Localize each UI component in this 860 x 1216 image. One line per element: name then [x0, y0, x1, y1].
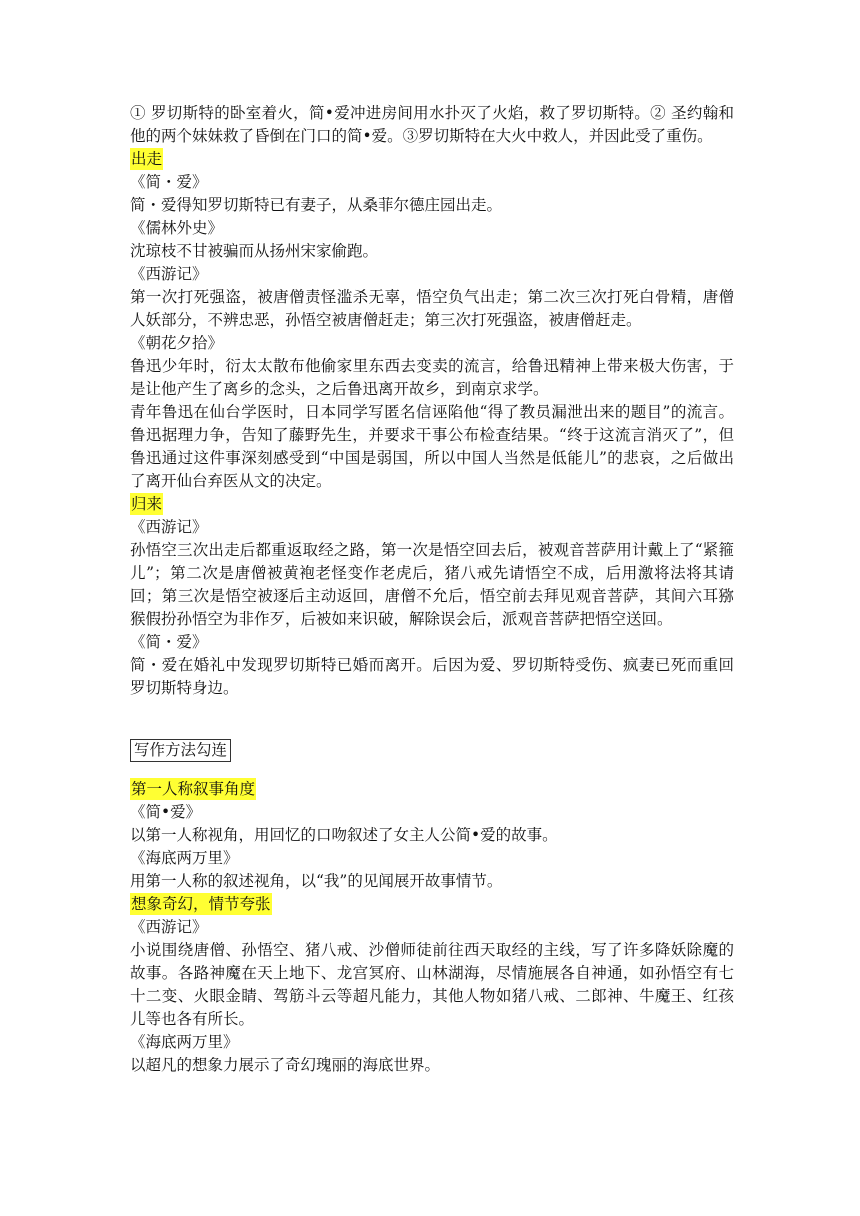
spacer	[130, 700, 734, 723]
section-heading-imagination: 想象奇幻，情节夸张	[131, 895, 271, 913]
spacer	[130, 762, 734, 778]
rescue-paragraph: ① 罗切斯特的卧室着火，简•爱冲进房间用水扑灭了火焰，救了罗切斯特。② 圣约翰和他的两个妹妹救了昏倒在门口的简•爱。③罗切斯特在大火中救人，并因此受了重伤。	[130, 104, 734, 145]
paragraph: 以超凡的想象力展示了奇幻瑰丽的海底世界。	[130, 1056, 441, 1074]
section-heading-return: 归来	[131, 495, 163, 513]
section-leave	[130, 148, 734, 493]
book-title: 《朝花夕拾》	[130, 334, 224, 352]
paragraph: 简・爱得知罗切斯特已有妻子，从桑菲尔德庄园出走。	[130, 196, 503, 214]
book-title: 《西游记》	[130, 265, 208, 283]
paragraph: 小说围绕唐僧、孙悟空、猪八戒、沙僧师徒前往西天取经的主线，写了许多降妖除魔的故事。各路神魔在天上地下、龙宫冥府、山林湖海，尽情施展各自神通，如孙悟空有七十二变、火眼金睛、驾筋斗云等超凡能力，其他人物如猪八戒、二郎神、牛魔王、红孩儿等也各有所长。	[130, 941, 734, 1028]
spacer	[130, 723, 734, 739]
book-title: 《海底两万里》	[130, 849, 239, 867]
document-page	[130, 102, 734, 1077]
paragraph: 沈琼枝不甘被骗而从扬州宋家偷跑。	[130, 242, 379, 260]
paragraph: 第一次打死强盗，被唐僧责怪滥杀无辜，悟空负气出走；第二次三次打死白骨精，唐僧人妖部分，不辨忠恶，孙悟空被唐僧赶走；第三次打死强盗，被唐僧赶走。	[130, 288, 734, 329]
section-writing-methods	[130, 739, 734, 1077]
paragraph: 以第一人称视角，用回忆的口吻叙述了女主人公简•爱的故事。	[130, 826, 558, 844]
paragraph: 用第一人称的叙述视角，以“我”的见闻展开故事情节。	[130, 872, 503, 890]
section-heading-leave: 出走	[131, 150, 163, 168]
book-title: 《海底两万里》	[130, 1033, 239, 1051]
book-title: 《儒林外史》	[130, 219, 224, 237]
section-heading-first-person: 第一人称叙事角度	[131, 780, 256, 798]
book-title: 《简・爱》	[130, 633, 208, 651]
boxed-section-title: 写作方法勾连	[130, 739, 231, 762]
paragraph: 简・爱在婚礼中发现罗切斯特已婚而离开。后因为爱、罗切斯特受伤、疯妻已死而重回罗切斯特身边。	[130, 656, 734, 697]
paragraph: 孙悟空三次出走后都重返取经之路，第一次是悟空回去后，被观音菩萨用计戴上了“紧箍儿”；第二次是唐僧被黄袍老怪变作老虎后，猪八戒先请悟空不成，后用激将法将其请回；第三次是悟空被逐后主动返回，唐僧不允后，悟空前去拜见观音菩萨，其间六耳猕猴假扮孙悟空为非作歹，后被如来识破，解除误会后，派观音菩萨把悟空送回。	[130, 541, 734, 628]
book-title: 《简・爱》	[130, 173, 208, 191]
book-title: 《简•爱》	[130, 803, 202, 821]
paragraph: 青年鲁迅在仙台学医时，日本同学写匿名信诬陷他“得了教员漏泄出来的题目”的流言。鲁迅据理力争，告知了藤野先生，并要求干事公布检查结果。“终于这流言消灭了”，但鲁迅通过这件事深刻感受到“中国是弱国，所以中国人当然是低能儿”的悲哀，之后做出了离开仙台弃医从文的决定。	[130, 403, 734, 490]
paragraph: 鲁迅少年时，衍太太散布他偷家里东西去变卖的流言，给鲁迅精神上带来极大伤害，于是让他产生了离乡的念头，之后鲁迅离开故乡，到南京求学。	[130, 357, 734, 398]
book-title: 《西游记》	[130, 918, 208, 936]
section-return	[130, 493, 734, 700]
book-title: 《西游记》	[130, 518, 208, 536]
